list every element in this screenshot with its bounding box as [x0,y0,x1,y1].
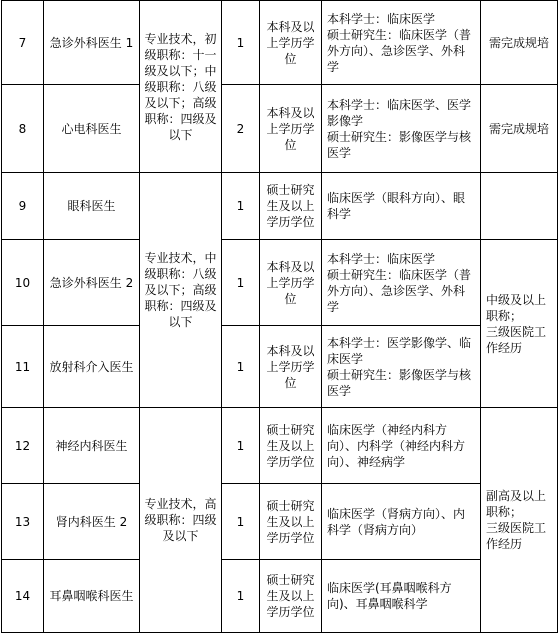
major-requirement: 临床医学(耳鼻咽喉科方向)、耳鼻咽喉科学 [322,560,481,633]
major-requirement: 本科学士：临床医学 硕士研究生：临床医学（普外方向）、急诊医学、外科学 [322,1,481,85]
table-row [2,240,558,326]
post-name: 肾内科医生 2 [44,484,140,560]
row-number: 9 [2,173,44,240]
table-row [2,560,558,633]
row-number: 14 [2,560,44,633]
major-requirement: 临床医学（眼科方向）、眼科学 [322,173,481,240]
headcount: 1 [222,173,260,240]
education-requirement: 硕士研究生及以上学历学位 [260,408,322,484]
major-requirement: 本科学士：临床医学、医学影像学 硕士研究生：影像医学与核医学 [322,85,481,173]
headcount: 2 [222,85,260,173]
major-requirement: 本科学士：临床医学 硕士研究生：临床医学（普外方向）、急诊医学、外科学 [322,240,481,326]
education-requirement: 硕士研究生及以上学历学位 [260,484,322,560]
title-requirement: 专业技术，初级职称：十一级及以下；中级职称：八级及以下；高级职称：四级及以下 [140,1,222,173]
education-requirement: 本科及以上学历学位 [260,240,322,326]
other-requirement: 中级及以上职称； 三级医院工作经历 [481,240,558,408]
other-requirement [481,173,558,240]
headcount: 1 [222,1,260,85]
other-requirement: 需完成规培 [481,85,558,173]
recruitment-table [1,0,558,633]
education-requirement: 本科及以上学历学位 [260,326,322,408]
headcount: 1 [222,408,260,484]
post-name: 急诊外科医生 1 [44,1,140,85]
row-number: 7 [2,1,44,85]
post-name: 神经内科医生 [44,408,140,484]
education-requirement: 硕士研究生及以上学历学位 [260,560,322,633]
other-requirement: 需完成规培 [481,1,558,85]
education-requirement: 本科及以上学历学位 [260,85,322,173]
table-row [2,326,558,408]
headcount: 1 [222,326,260,408]
post-name: 耳鼻咽喉科医生 [44,560,140,633]
row-number: 12 [2,408,44,484]
title-requirement: 专业技术，高级职称：四级及以下 [140,408,222,633]
post-name: 急诊外科医生 2 [44,240,140,326]
post-name: 心电科医生 [44,85,140,173]
table-row [2,408,558,484]
table-row [2,173,558,240]
post-name: 眼科医生 [44,173,140,240]
row-number: 11 [2,326,44,408]
post-name: 放射科介入医生 [44,326,140,408]
table-row [2,484,558,560]
headcount: 1 [222,484,260,560]
major-requirement: 临床医学（神经内科方向）、内科学（神经内科方向）、神经病学 [322,408,481,484]
education-requirement: 硕士研究生及以上学历学位 [260,173,322,240]
row-number: 10 [2,240,44,326]
headcount: 1 [222,240,260,326]
table-row [2,85,558,173]
title-requirement: 专业技术，中级职称：八级及以下；高级职称：四级及以下 [140,173,222,408]
major-requirement: 临床医学（肾病方向）、内科学（肾病方向） [322,484,481,560]
headcount: 1 [222,560,260,633]
table-row [2,1,558,85]
row-number: 8 [2,85,44,173]
major-requirement: 本科学士：医学影像学、临床医学 硕士研究生：影像医学与核医学 [322,326,481,408]
education-requirement: 本科及以上学历学位 [260,1,322,85]
row-number: 13 [2,484,44,560]
other-requirement: 副高及以上职称； 三级医院工作经历 [481,408,558,633]
